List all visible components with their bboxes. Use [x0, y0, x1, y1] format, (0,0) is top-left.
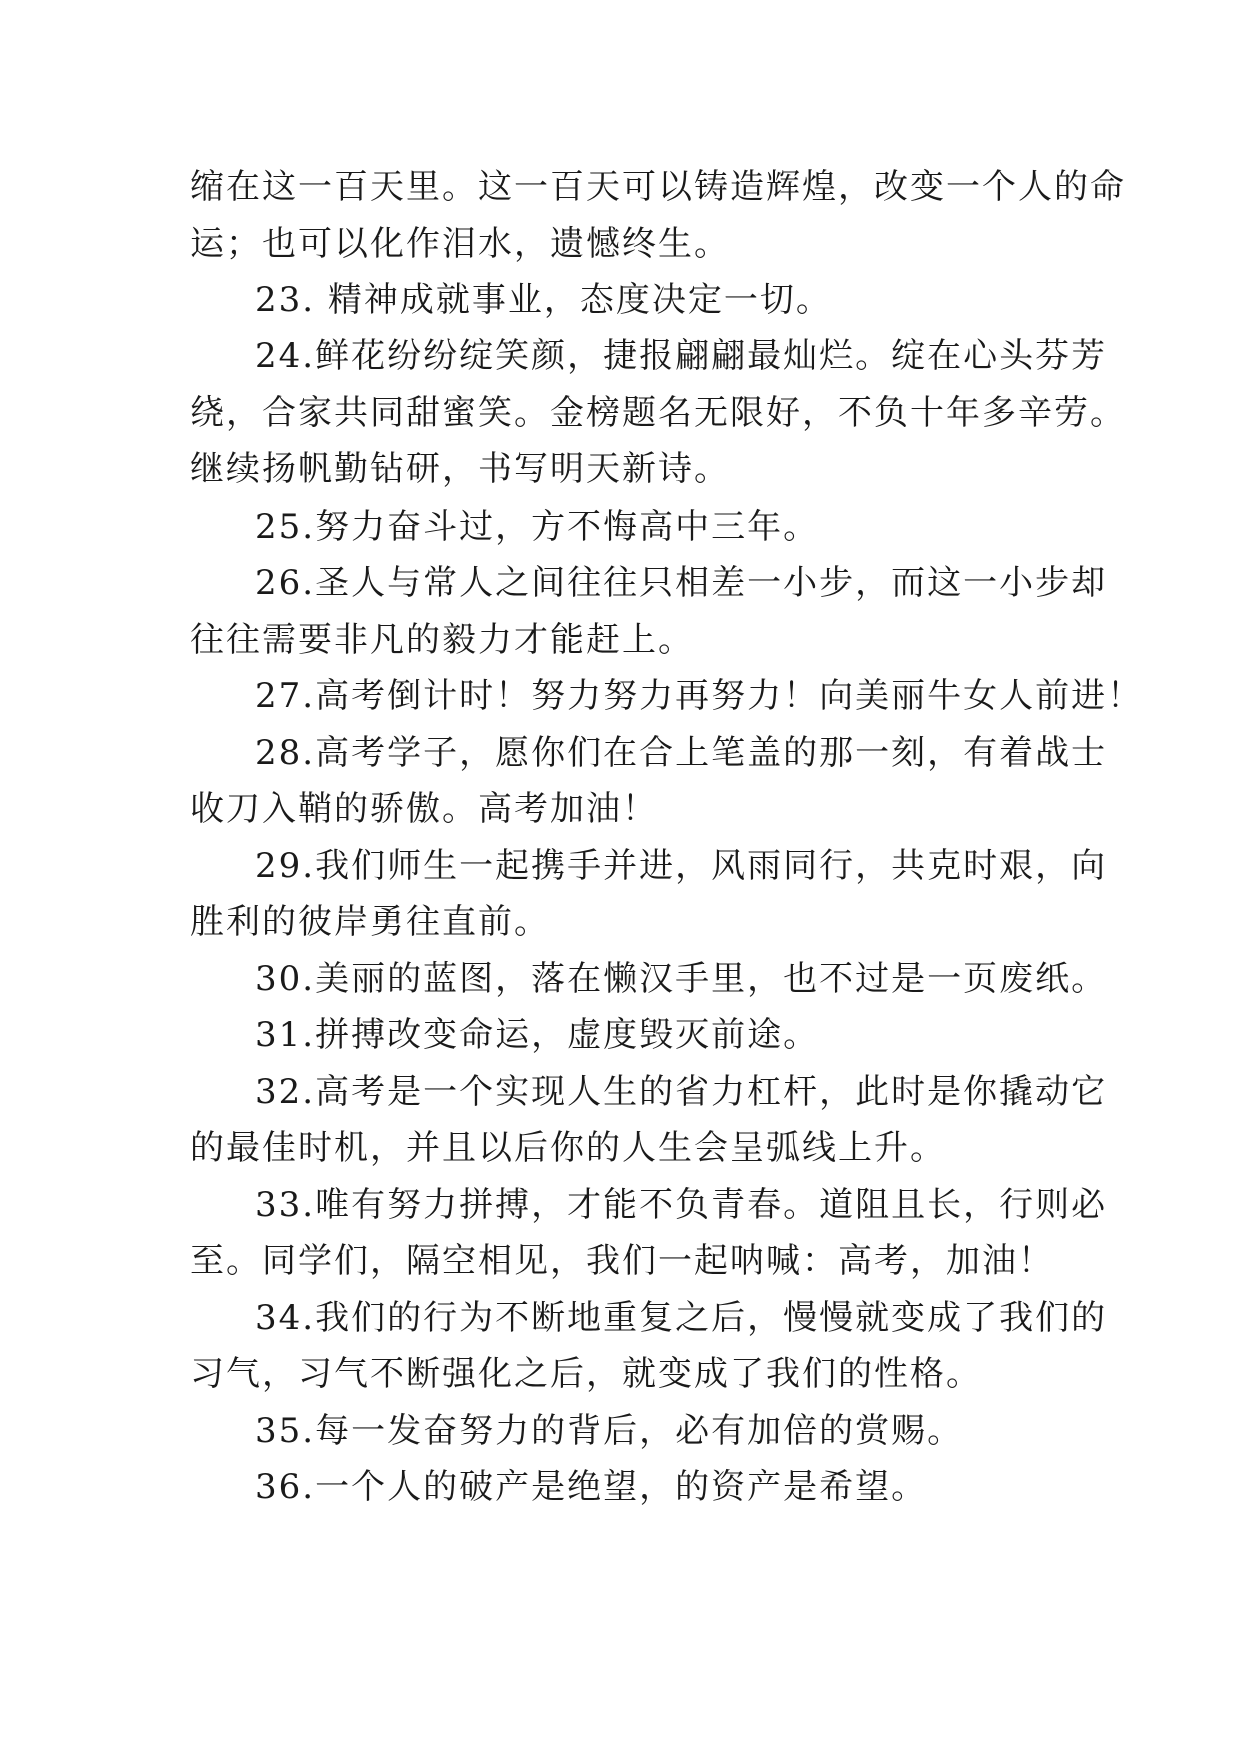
text-line: 33.唯有努力拼搏，才能不负青春。道阻且长，行则必	[255, 1185, 1108, 1225]
text-line: 绕，合家共同甜蜜笑。金榜题名无限好，不负十年多辛劳。	[190, 393, 1126, 433]
text-line: 31.拼搏改变命运，虚度毁灭前途。	[255, 1015, 820, 1055]
text-line: 26.圣人与常人之间往往只相差一小步，而这一小步却	[255, 563, 1108, 603]
text-line: 27.高考倒计时！努力努力再努力！向美丽牛女人前进！	[255, 676, 1144, 716]
text-line: 至。同学们，隔空相见，我们一起呐喊：高考，加油！	[190, 1241, 1054, 1281]
text-line: 运；也可以化作泪水，遗憾终生。	[190, 224, 730, 264]
text-line: 34.我们的行为不断地重复之后，慢慢就变成了我们的	[255, 1298, 1108, 1338]
text-line: 的最佳时机，并且以后你的人生会呈弧线上升。	[190, 1128, 946, 1168]
text-line: 30.美丽的蓝图，落在懒汉手里，也不过是一页废纸。	[255, 959, 1108, 999]
text-line: 习气，习气不断强化之后，就变成了我们的性格。	[190, 1354, 982, 1394]
text-line: 继续扬帆勤钻研，书写明天新诗。	[190, 449, 730, 489]
text-line: 35.每一发奋努力的背后，必有加倍的赏赐。	[255, 1411, 964, 1451]
text-line: 23. 精神成就事业，态度决定一切。	[255, 280, 832, 320]
text-line: 收刀入鞘的骄傲。高考加油！	[190, 789, 658, 829]
text-line: 往往需要非凡的毅力才能赶上。	[190, 620, 694, 660]
text-line: 28.高考学子，愿你们在合上笔盖的那一刻，有着战士	[255, 733, 1108, 773]
text-line: 24.鲜花纷纷绽笑颜，捷报翩翩最灿烂。绽在心头芬芳	[255, 336, 1108, 376]
text-line: 缩在这一百天里。这一百天可以铸造辉煌，改变一个人的命	[190, 167, 1126, 207]
text-line: 29.我们师生一起携手并进，风雨同行，共克时艰，向	[255, 846, 1108, 886]
text-line: 25.努力奋斗过，方不悔高中三年。	[255, 507, 820, 547]
text-line: 32.高考是一个实现人生的省力杠杆，此时是你撬动它	[255, 1072, 1108, 1112]
text-line: 胜利的彼岸勇往直前。	[190, 902, 550, 942]
text-line: 36.一个人的破产是绝望，的资产是希望。	[255, 1467, 928, 1507]
